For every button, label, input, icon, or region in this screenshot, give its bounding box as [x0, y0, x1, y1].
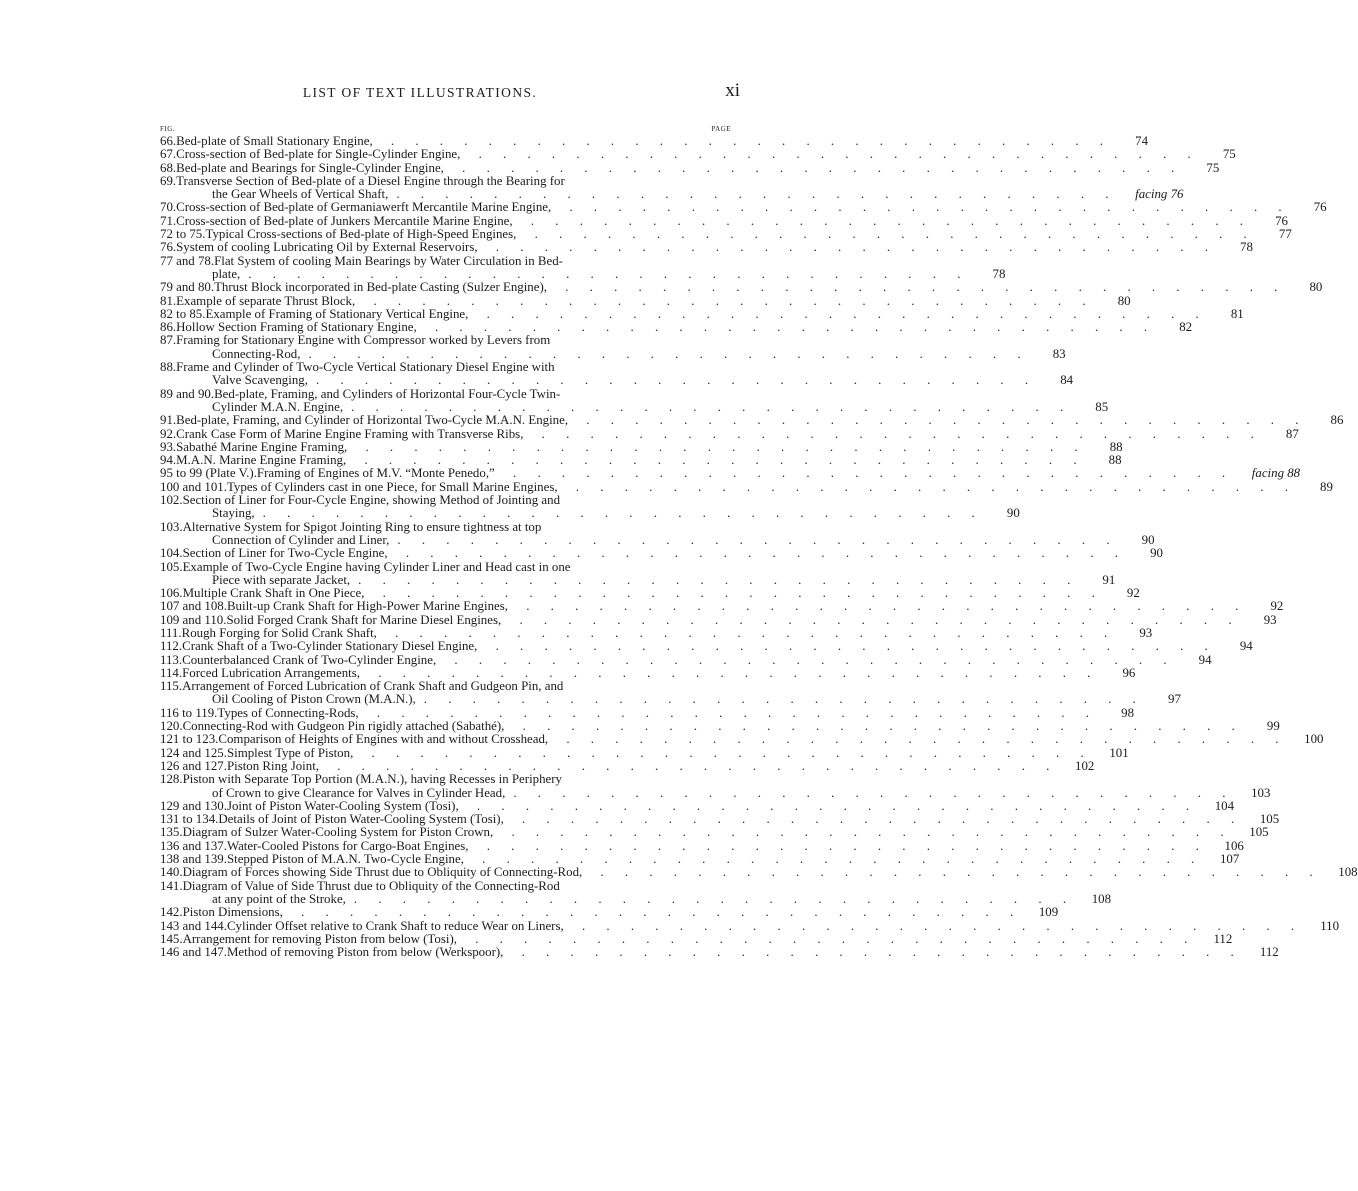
- page-reference: 93: [1139, 625, 1153, 640]
- figure-number: 126 and 127.: [160, 758, 227, 773]
- figure-number: 70.: [160, 200, 177, 215]
- figure-number: 116 to 119.: [160, 705, 218, 720]
- list-item: 69. Transverse Section of Bed-plate of a Diesel Engine through the Bearing for the Gear Wheels of Vertical Shaft, . . . . . . . . . . . . . . . . . . . . . . . . . . . . . . facing 76: [160, 173, 1184, 202]
- figure-number: 82 to 85.: [160, 306, 206, 321]
- figure-title: Section of Liner for Four-Cycle Engine, showing Method of Jointing and: [182, 493, 561, 508]
- page-column-header: PAGE: [711, 125, 731, 133]
- figure-title: Solid Forged Crank Shaft for Marine Diesel Engines,: [226, 612, 502, 627]
- figure-title: Bed-plate of Small Stationary Engine,: [176, 134, 373, 148]
- figure-title: Bed-plate, Framing, and Cylinder of Horizontal Two-Cycle M.A.N. Engine,: [176, 413, 569, 428]
- list-item: 124 and 125. Simplest Type of Piston, . . . . . . . . . . . . . . . . . . . . . . . . . . . . . . 101: [160, 745, 1129, 760]
- figure-title: Multiple Crank Shaft in One Piece,: [182, 586, 365, 601]
- list-item: 114. Forced Lubrication Arrangements, . . . . . . . . . . . . . . . . . . . . . . . . . . . . . . 96: [160, 665, 1136, 680]
- list-item: 131 to 134. Details of Joint of Piston Water-Cooling System (Tosi), . . . . . . . . . . . . . . . . . . . . . . . . . . . . . . 105: [160, 812, 1280, 827]
- page-reference: 76: [1313, 200, 1327, 215]
- page-reference: 90: [1141, 532, 1155, 547]
- page-reference: facing 88: [1251, 466, 1301, 481]
- figure-title: Example of Two-Cycle Engine having Cylinder Liner and Head cast in one: [182, 559, 571, 574]
- page-reference: 80: [1309, 280, 1323, 295]
- figure-title-continuation: Piece with separate Jacket,: [212, 572, 351, 587]
- page-reference: 110: [1320, 918, 1340, 933]
- figure-title: Counterbalanced Crank of Two-Cylinder Engine,: [182, 652, 437, 667]
- list-item: 70. Cross-section of Bed-plate of Germaniawerft Mercantile Marine Engine, . . . . . . . . . . . . . . . . . . . . . . . . . . . . . . 76: [160, 200, 1327, 215]
- list-item: 128. Piston with Separate Top Portion (M.A.N.), having Recesses in Periphery of Crown to give Clearance for Valves in Cylinder Head, . . . . . . . . . . . . . . . . . . . . . . . . . . . . . . 103: [160, 772, 1271, 800]
- figure-number: 86.: [160, 320, 177, 335]
- page-reference: 86: [1330, 413, 1344, 428]
- figure-title: Rough Forging for Solid Crank Shaft,: [181, 625, 377, 640]
- figure-title: Details of Joint of Piston Water-Cooling System (Tosi),: [218, 812, 504, 827]
- figure-title-continuation: Cylinder M.A.N. Engine,: [212, 399, 344, 414]
- list-item: 93. Sabathé Marine Engine Framing, . . . . . . . . . . . . . . . . . . . . . . . . . . . . . . 88: [160, 439, 1123, 454]
- figure-title: Bed-plate and Bearings for Single-Cylinder Engine,: [176, 160, 444, 175]
- figure-number: 91.: [160, 413, 177, 428]
- page-reference: 85: [1095, 399, 1109, 414]
- figure-number: 77 and 78.: [160, 253, 215, 268]
- figure-title-continuation: at any point of the Stroke,: [212, 891, 346, 906]
- list-item: 121 to 123. Comparison of Heights of Engines with and without Crosshead, . . . . . . . . . . . . . . . . . . . . . . . . . . . . . . 100: [160, 732, 1324, 747]
- figure-number: 146 and 147.: [160, 945, 227, 960]
- list-item: 135. Diagram of Sulzer Water-Cooling System for Piston Crown, . . . . . . . . . . . . . . . . . . . . . . . . . . . . . . 105: [160, 825, 1269, 840]
- list-item: 95 to 99 (Plate V.). Framing of Engines of M.V. “Monte Penedo,” . . . . . . . . . . . . . . . . . . . . . . . . . . . . . . facing 88: [160, 466, 1301, 481]
- list-item: 102. Section of Liner for Four-Cycle Engine, showing Method of Jointing and Staying, . . . . . . . . . . . . . . . . . . . . . . . . . . . . . . 90: [160, 493, 1020, 521]
- page-reference: 92: [1126, 586, 1140, 601]
- list-item: 88. Frame and Cylinder of Two-Cycle Vertical Stationary Diesel Engine with Valve Scavenging, . . . . . . . . . . . . . . . . . . . . . . . . . . . . . . 84: [160, 360, 1074, 388]
- list-item: 140. Diagram of Forces showing Side Thrust due to Obliquity of Connecting-Rod, . . . . . . . . . . . . . . . . . . . . . . . . . . . . . . 108: [160, 865, 1358, 880]
- page-reference: 109: [1038, 905, 1059, 920]
- figure-title-continuation: Oil Cooling of Piston Crown (M.A.N.),: [212, 692, 416, 707]
- figure-title-continuation: plate,: [212, 266, 241, 281]
- figure-number: 111.: [160, 625, 182, 640]
- figure-number: 89 and 90.: [160, 386, 215, 401]
- figure-title: Arrangement for removing Piston from below (Tosi),: [182, 931, 457, 946]
- page-reference: 102: [1075, 758, 1095, 773]
- page-reference: 87: [1285, 426, 1299, 441]
- list-item: 81. Example of separate Thrust Block, . . . . . . . . . . . . . . . . . . . . . . . . . . . . . . 80: [160, 293, 1131, 308]
- figure-title: Cross-section of Bed-plate of Germaniawerft Mercantile Marine Engine,: [176, 200, 552, 215]
- figure-title-continuation: Connection of Cylinder and Liner,: [212, 532, 390, 547]
- page-header-title: LIST OF TEXT ILLUSTRATIONS.: [302, 85, 538, 100]
- figure-number: 145.: [160, 931, 183, 946]
- list-item: 104. Section of Liner for Two-Cycle Engine, . . . . . . . . . . . . . . . . . . . . . . . . . . . . . . 90: [160, 546, 1163, 561]
- figure-number: 104.: [160, 546, 183, 561]
- figure-title: Water-Cooled Pistons for Cargo-Boat Engines,: [226, 838, 469, 853]
- list-item: 103. Alternative System for Spigot Jointing Ring to ensure tightness at top Connection of Cylinder and Liner, . . . . . . . . . . . . . . . . . . . . . . . . . . . . . . 90: [160, 519, 1155, 547]
- page-reference: facing 76: [1135, 187, 1184, 202]
- figure-title: Example of separate Thrust Block,: [176, 293, 356, 308]
- page-reference: 88: [1109, 439, 1123, 454]
- figure-number: 81.: [160, 293, 177, 308]
- page-reference: 94: [1198, 652, 1212, 667]
- figure-number: 115.: [160, 679, 183, 694]
- figure-number: 120.: [160, 719, 183, 734]
- list-item: 107 and 108. Built-up Crank Shaft for High-Power Marine Engines, . . . . . . . . . . . . . . . . . . . . . . . . . . . . . . 92: [160, 599, 1284, 614]
- page-reference: 84: [1060, 373, 1074, 388]
- figure-number: 95 to 99 (Plate V.).: [160, 466, 257, 481]
- figure-number: 129 and 130.: [160, 798, 227, 813]
- page-reference: 112: [1259, 945, 1279, 960]
- figure-title-continuation: Connecting-Rod,: [212, 346, 301, 361]
- figure-title: Frame and Cylinder of Two-Cycle Vertical Stationary Diesel Engine with: [176, 360, 555, 375]
- figure-title: Types of Connecting-Rods,: [217, 705, 359, 720]
- list-item: 87. Framing for Stationary Engine with Compressor worked by Levers from Connecting-Rod, . . . . . . . . . . . . . . . . . . . . . . . . . . . . . . 83: [160, 333, 1066, 361]
- page-reference: 112: [1213, 931, 1233, 946]
- page-reference: 77: [1278, 227, 1292, 242]
- figure-title: System of cooling Lubricating Oil by External Reservoirs,: [176, 240, 478, 255]
- figure-number: 138 and 139.: [160, 852, 227, 867]
- page-reference: 100: [1304, 732, 1324, 747]
- figure-title: Diagram of Value of Side Thrust due to Obliquity of the Connecting-Rod: [182, 878, 560, 893]
- list-item: 94. M.A.N. Marine Engine Framing, . . . . . . . . . . . . . . . . . . . . . . . . . . . . . . 88: [160, 453, 1122, 468]
- figure-title: Transverse Section of Bed-plate of a Diesel Engine through the Bearing for: [176, 173, 565, 188]
- list-item: 91. Bed-plate, Framing, and Cylinder of Horizontal Two-Cycle M.A.N. Engine, . . . . . . . . . . . . . . . . . . . . . . . . . . . . . . 86: [160, 413, 1344, 428]
- figure-title: M.A.N. Marine Engine Framing,: [176, 453, 347, 468]
- figure-number: 67.: [160, 147, 177, 162]
- list-item: 111. Rough Forging for Solid Crank Shaft, . . . . . . . . . . . . . . . . . . . . . . . . . . . . . . 93: [160, 625, 1153, 640]
- figure-title: Hollow Section Framing of Stationary Engine,: [176, 320, 417, 335]
- figure-title: Crank Shaft of a Two-Cylinder Stationary Diesel Engine,: [182, 639, 478, 654]
- figure-title: Diagram of Sulzer Water-Cooling System for Piston Crown,: [182, 825, 494, 840]
- list-item: 115. Arrangement of Forced Lubrication of Crank Shaft and Gudgeon Pin, and Oil Cooling of Piston Crown (M.A.N.), . . . . . . . . . . . . . . . . . . . . . . . . . . . . . . 97: [160, 679, 1181, 707]
- list-item: 106. Multiple Crank Shaft in One Piece, . . . . . . . . . . . . . . . . . . . . . . . . . . . . . . 92: [160, 586, 1140, 601]
- figure-number: 112.: [160, 639, 183, 654]
- figure-title: Method of removing Piston from below (Werkspoor),: [226, 945, 504, 960]
- list-item: 142. Piston Dimensions, . . . . . . . . . . . . . . . . . . . . . . . . . . . . . . 109: [160, 905, 1059, 920]
- figure-number: 105.: [160, 559, 183, 574]
- figure-number: 76.: [160, 240, 177, 255]
- figure-title: Section of Liner for Two-Cycle Engine,: [182, 546, 388, 561]
- page-reference: 97: [1168, 692, 1181, 707]
- page-reference: 74: [1135, 134, 1149, 148]
- page-reference: 78: [1240, 240, 1253, 255]
- figure-title: Typical Cross-sections of Bed-plate of High-Speed Engines,: [205, 227, 517, 242]
- list-item: 72 to 75. Typical Cross-sections of Bed-plate of High-Speed Engines, . . . . . . . . . . . . . . . . . . . . . . . . . . . . . . 77: [160, 227, 1292, 242]
- list-item: 82 to 85. Example of Framing of Stationary Vertical Engine, . . . . . . . . . . . . . . . . . . . . . . . . . . . . . . 81: [160, 306, 1244, 321]
- figure-title: Framing for Stationary Engine with Compressor worked by Levers from: [176, 333, 551, 348]
- figure-title: Arrangement of Forced Lubrication of Crank Shaft and Gudgeon Pin, and: [182, 679, 564, 694]
- figure-number: 69.: [160, 173, 177, 188]
- figure-number: 135.: [160, 825, 183, 840]
- figure-number: 88.: [160, 360, 177, 375]
- page-reference: 106: [1224, 838, 1244, 853]
- page-reference: 91: [1102, 572, 1116, 587]
- figure-title: Alternative System for Spigot Jointing Ring to ensure tightness at top: [182, 519, 542, 534]
- page-reference: 108: [1091, 891, 1112, 906]
- page-reference: 90: [1150, 546, 1163, 561]
- page-reference: 98: [1121, 705, 1135, 720]
- list-item: 86. Hollow Section Framing of Stationary Engine, . . . . . . . . . . . . . . . . . . . . . . . . . . . . . . 82: [160, 320, 1193, 335]
- figure-title: Piston Ring Joint,: [226, 758, 320, 773]
- list-item: 71. Cross-section of Bed-plate of Junkers Mercantile Marine Engine, . . . . . . . . . . . . . . . . . . . . . . . . . . . . . . 76: [160, 213, 1288, 228]
- list-item: 120. Connecting-Rod with Gudgeon Pin rigidly attached (Sabathé), . . . . . . . . . . . . . . . . . . . . . . . . . . . . . . 99: [160, 719, 1280, 734]
- figure-title: Simplest Type of Piston,: [226, 745, 354, 760]
- figure-title: Piston Dimensions,: [182, 905, 283, 920]
- page-reference: 101: [1109, 745, 1129, 760]
- list-item: 79 and 80. Thrust Block incorporated in Bed-plate Casting (Sulzer Engine), . . . . . . . . . . . . . . . . . . . . . . . . . . . . . . 80: [160, 280, 1323, 295]
- figure-number: 102.: [160, 493, 183, 508]
- figure-number: 87.: [160, 333, 177, 348]
- figure-number: 94.: [160, 453, 177, 468]
- page-reference: 93: [1263, 612, 1277, 627]
- figure-number: 128.: [160, 772, 183, 787]
- list-item: 116 to 119. Types of Connecting-Rods, . . . . . . . . . . . . . . . . . . . . . . . . . . . . . . 98: [160, 705, 1135, 720]
- page-reference: 83: [1052, 346, 1066, 361]
- list-item: 76. System of cooling Lubricating Oil by External Reservoirs, . . . . . . . . . . . . . . . . . . . . . . . . . . . . . . 78: [160, 240, 1253, 255]
- page-reference: 76: [1275, 213, 1288, 228]
- figure-number: 109 and 110.: [160, 612, 227, 627]
- page-reference: 89: [1320, 479, 1333, 494]
- figure-number: 103.: [160, 519, 183, 534]
- page-reference: 104: [1214, 798, 1235, 813]
- figure-number: 106.: [160, 586, 183, 601]
- figure-title: Bed-plate, Framing, and Cylinders of Horizontal Four-Cycle Twin-: [214, 386, 561, 401]
- page-reference: 75: [1206, 160, 1220, 175]
- figure-title: Flat System of cooling Main Bearings by Water Circulation in Bed-: [214, 253, 563, 268]
- list-item: 105. Example of Two-Cycle Engine having Cylinder Liner and Head cast in one Piece with separate Jacket, . . . . . . . . . . . . . . . . . . . . . . . . . . . . . . 91: [160, 559, 1116, 587]
- list-item: 138 and 139. Stepped Piston of M.A.N. Two-Cycle Engine, . . . . . . . . . . . . . . . . . . . . . . . . . . . . . . 107: [160, 852, 1240, 867]
- page-reference: 103: [1251, 785, 1271, 800]
- fig-column-header: FIG.: [160, 125, 176, 133]
- figure-number: 71.: [160, 213, 177, 228]
- figure-title: Piston with Separate Top Portion (M.A.N.), having Recesses in Periphery: [182, 772, 563, 787]
- page-reference: 108: [1338, 865, 1358, 880]
- figure-number: 68.: [160, 160, 177, 175]
- figure-number: 136 and 137.: [160, 838, 227, 853]
- figure-number: 107 and 108.: [160, 599, 227, 614]
- figure-number: 72 to 75.: [160, 227, 206, 242]
- list-item: 66. Bed-plate of Small Stationary Engine, . . . . . . . . . . . . . . . . . . . . . . . . . . . . . . 74: [160, 134, 1149, 148]
- figure-number: 92.: [160, 426, 177, 441]
- figure-number: 79 and 80.: [160, 280, 215, 295]
- figure-title: Sabathé Marine Engine Framing,: [176, 439, 348, 454]
- page-reference: 82: [1179, 320, 1193, 335]
- list-item: 145. Arrangement for removing Piston from below (Tosi), . . . . . . . . . . . . . . . . . . . . . . . . . . . . . . 112: [160, 931, 1233, 946]
- list-item: 100 and 101. Types of Cylinders cast in one Piece, for Small Marine Engines, . . . . . . . . . . . . . . . . . . . . . . . . . . . . . . 89: [160, 479, 1333, 494]
- figure-number: 140.: [160, 865, 183, 880]
- figure-number: 131 to 134.: [160, 812, 219, 827]
- page-reference: 94: [1239, 639, 1253, 654]
- list-item: 113. Counterbalanced Crank of Two-Cylinder Engine, . . . . . . . . . . . . . . . . . . . . . . . . . . . . . . 94: [160, 652, 1212, 667]
- figure-number: 121 to 123.: [160, 732, 219, 747]
- list-item: 77 and 78. Flat System of cooling Main Bearings by Water Circulation in Bed- plate, . . . . . . . . . . . . . . . . . . . . . . . . . . . . . . 78: [160, 253, 1006, 281]
- page-reference: 105: [1249, 825, 1269, 840]
- figure-title: Connecting-Rod with Gudgeon Pin rigidly attached (Sabathé),: [182, 719, 505, 734]
- figure-title-continuation: Valve Scavenging,: [212, 373, 308, 388]
- figure-title: Comparison of Heights of Engines with and without Crosshead,: [218, 732, 549, 747]
- page-reference: 105: [1259, 812, 1280, 827]
- figure-title: Built-up Crank Shaft for High-Power Marine Engines,: [226, 599, 508, 614]
- list-item: 109 and 110. Solid Forged Crank Shaft for Marine Diesel Engines, . . . . . . . . . . . . . . . . . . . . . . . . . . . . . . 93: [160, 612, 1277, 627]
- figure-number: 66.: [160, 134, 177, 148]
- list-item: 146 and 147. Method of removing Piston from below (Werkspoor), . . . . . . . . . . . . . . . . . . . . . . . . . . . . . . 112: [160, 945, 1279, 960]
- list-item: 112. Crank Shaft of a Two-Cylinder Stationary Diesel Engine, . . . . . . . . . . . . . . . . . . . . . . . . . . . . . . 94: [160, 639, 1253, 654]
- list-item: 126 and 127. Piston Ring Joint, . . . . . . . . . . . . . . . . . . . . . . . . . . . . . . 102: [160, 758, 1095, 773]
- page-reference: 96: [1122, 665, 1136, 680]
- page-reference: 78: [992, 266, 1006, 281]
- figure-number: 100 and 101.: [160, 479, 227, 494]
- figure-number: 124 and 125.: [160, 745, 227, 760]
- figure-title: Joint of Piston Water-Cooling System (Tosi),: [226, 798, 459, 813]
- page-reference: 107: [1219, 852, 1240, 867]
- list-item: 141. Diagram of Value of Side Thrust due to Obliquity of the Connecting-Rod at any point of the Stroke, . . . . . . . . . . . . . . . . . . . . . . . . . . . . . . 108: [160, 878, 1112, 906]
- page-reference: 75: [1222, 147, 1236, 162]
- figure-title-continuation: the Gear Wheels of Vertical Shaft,: [212, 187, 389, 202]
- figure-number: 93.: [160, 439, 177, 454]
- figure-title: Types of Cylinders cast in one Piece, for Small Marine Engines,: [226, 479, 558, 494]
- figure-title: Cylinder Offset relative to Crank Shaft to reduce Wear on Liners,: [226, 918, 564, 933]
- figure-number: 114.: [160, 665, 183, 680]
- figure-title: Diagram of Forces showing Side Thrust due to Obliquity of Connecting-Rod,: [182, 865, 583, 880]
- list-item: 136 and 137. Water-Cooled Pistons for Cargo-Boat Engines, . . . . . . . . . . . . . . . . . . . . . . . . . . . . . . 106: [160, 838, 1244, 853]
- figure-title: Example of Framing of Stationary Vertical Engine,: [205, 306, 469, 321]
- figure-title: Crank Case Form of Marine Engine Framing with Transverse Ribs,: [176, 426, 524, 441]
- figure-number: 142.: [160, 905, 183, 920]
- figure-title-continuation: Staying,: [212, 506, 255, 521]
- page-reference: 88: [1108, 453, 1122, 468]
- page-reference: 99: [1266, 719, 1280, 734]
- figure-title: Thrust Block incorporated in Bed-plate Casting (Sulzer Engine),: [214, 280, 547, 295]
- list-item: 68. Bed-plate and Bearings for Single-Cylinder Engine, . . . . . . . . . . . . . . . . . . . . . . . . . . . . . . 75: [160, 160, 1220, 175]
- page-reference: 90: [1006, 506, 1020, 521]
- list-item: 89 and 90. Bed-plate, Framing, and Cylinders of Horizontal Four-Cycle Twin- Cylinder M.A.N. Engine, . . . . . . . . . . . . . . . . . . . . . . . . . . . . . . 85: [160, 386, 1109, 414]
- figure-number: 141.: [160, 878, 183, 893]
- list-item: 67. Cross-section of Bed-plate for Single-Cylinder Engine, . . . . . . . . . . . . . . . . . . . . . . . . . . . . . . 75: [160, 147, 1236, 162]
- figure-number: 143 and 144.: [160, 918, 227, 933]
- list-item: 129 and 130. Joint of Piston Water-Cooling System (Tosi), . . . . . . . . . . . . . . . . . . . . . . . . . . . . . . 104: [160, 798, 1235, 813]
- figure-title: Stepped Piston of M.A.N. Two-Cycle Engine,: [226, 852, 464, 867]
- figure-title: Framing of Engines of M.V. “Monte Penedo,”: [256, 466, 495, 481]
- figure-title-continuation: of Crown to give Clearance for Valves in Cylinder Head,: [212, 785, 506, 800]
- page-reference: 81: [1230, 306, 1244, 321]
- page-number: xi: [725, 80, 740, 101]
- figure-title: Cross-section of Bed-plate of Junkers Mercantile Marine Engine,: [176, 213, 513, 228]
- page-reference: 92: [1270, 599, 1284, 614]
- illustrations-list: [160, 134, 1358, 960]
- page-reference: 80: [1117, 293, 1131, 308]
- figure-number: 113.: [160, 652, 183, 667]
- figure-title: Cross-section of Bed-plate for Single-Cylinder Engine,: [176, 147, 461, 162]
- list-item: 92. Crank Case Form of Marine Engine Framing with Transverse Ribs, . . . . . . . . . . . . . . . . . . . . . . . . . . . . . . 87: [160, 426, 1299, 441]
- list-item: 143 and 144. Cylinder Offset relative to Crank Shaft to reduce Wear on Liners, . . . . . . . . . . . . . . . . . . . . . . . . . . . . . . 110: [160, 918, 1340, 933]
- figure-title: Forced Lubrication Arrangements,: [182, 665, 361, 680]
